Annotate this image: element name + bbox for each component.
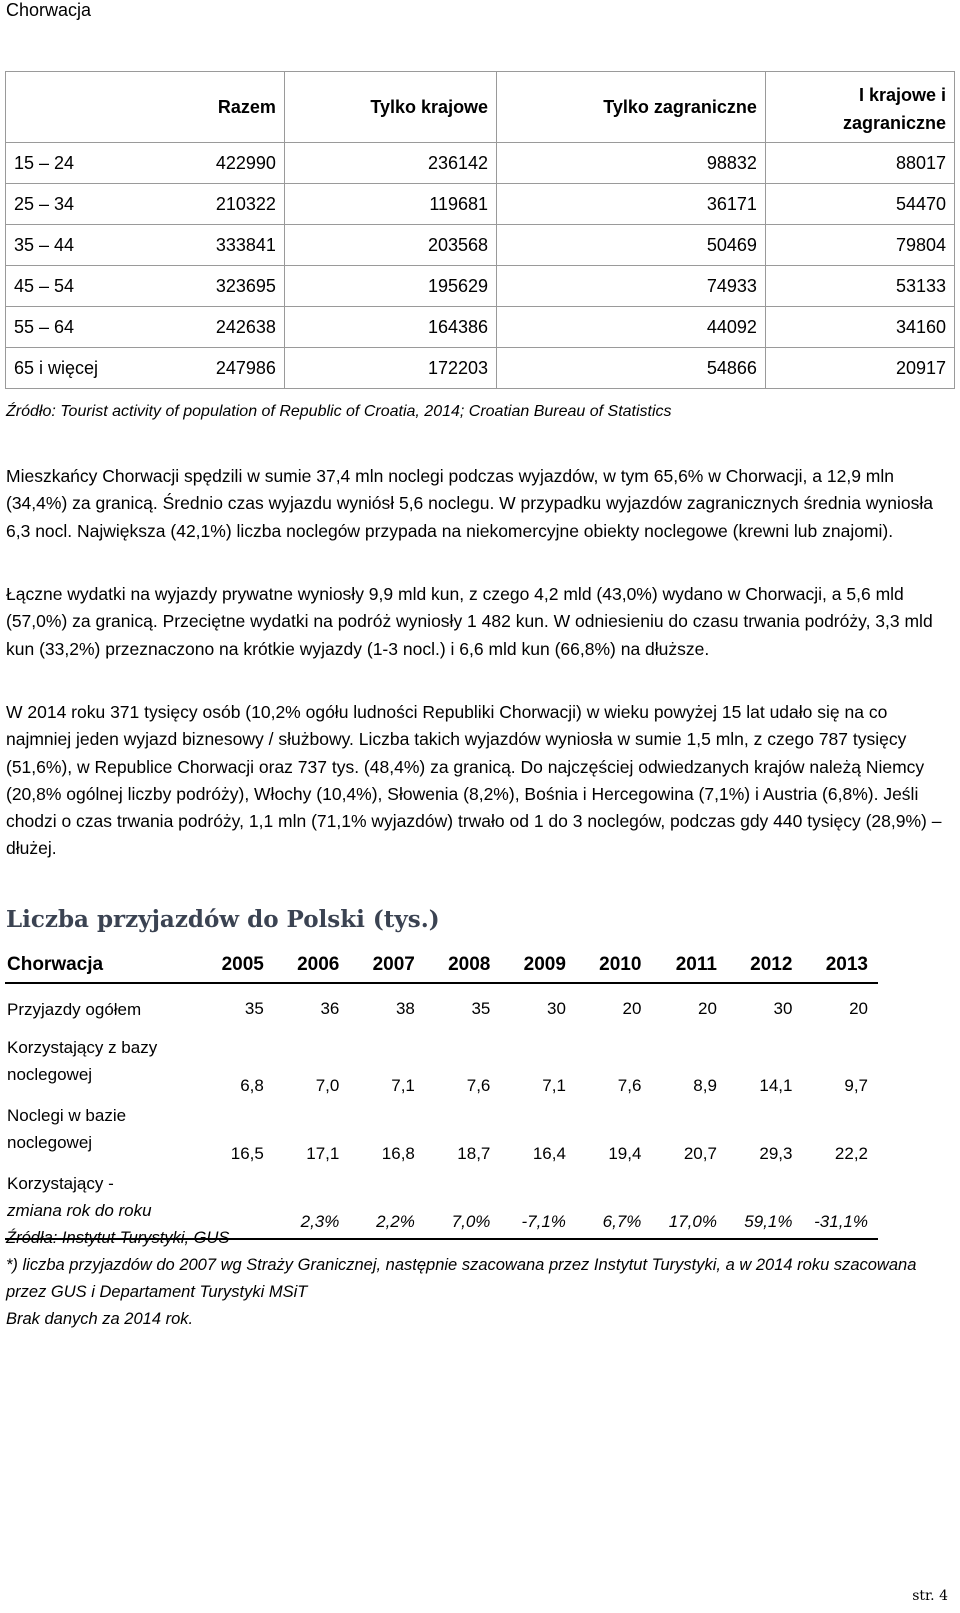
- value-cell: 34160: [765, 307, 954, 348]
- age-group-cell: 65 i więcej: [6, 348, 164, 389]
- value-cell: 7,0: [315, 1076, 340, 1095]
- value-cell: -7,1%: [500, 1170, 576, 1239]
- header-line: I krajowe i: [858, 85, 946, 105]
- table-header-row: [5, 948, 878, 983]
- value-cell: 54470: [765, 184, 954, 225]
- value-cell: 7,6: [617, 1076, 642, 1095]
- value-cell: 29,3: [759, 1144, 793, 1163]
- table-row: [6, 307, 955, 348]
- value-cell: 323695: [164, 266, 285, 307]
- table-header-cell: Tylko krajowe: [284, 72, 496, 143]
- value-cell: 9,7: [844, 1076, 868, 1095]
- value-cell: 333841: [164, 225, 285, 266]
- arrivals-table: [5, 948, 878, 1240]
- value-cell: 50469: [497, 225, 766, 266]
- value-cell: 20: [622, 999, 642, 1018]
- value-cell: 44092: [497, 307, 766, 348]
- value-cell: 2,3%: [274, 1170, 350, 1239]
- table-row: [6, 266, 955, 307]
- value-cell: 54866: [497, 348, 766, 389]
- value-cell: 88017: [765, 143, 954, 184]
- note-line: Brak danych za 2014 rok.: [6, 1310, 194, 1328]
- value-cell: 20,7: [683, 1144, 717, 1163]
- value-cell: 20: [849, 999, 868, 1018]
- value-cell: 79804: [765, 225, 954, 266]
- value-cell: 6,8: [240, 1076, 264, 1095]
- value-cell: 36171: [497, 184, 766, 225]
- value-cell: 164386: [284, 307, 496, 348]
- table-row: [5, 1102, 878, 1170]
- table-header-cell: 2011: [651, 948, 727, 983]
- table-row: [5, 1034, 878, 1102]
- row-label: [5, 1102, 198, 1170]
- value-cell: 59,1%: [727, 1170, 803, 1239]
- value-cell: 20917: [765, 348, 954, 389]
- value-cell: 203568: [284, 225, 496, 266]
- table-header-cell: 2012: [727, 948, 803, 983]
- value-cell: 98832: [497, 143, 766, 184]
- value-cell: 30: [773, 999, 793, 1018]
- age-group-cell: 45 – 54: [6, 266, 164, 307]
- value-cell: 119681: [284, 184, 496, 225]
- table-header-cell: Chorwacja: [5, 948, 198, 983]
- value-cell: 242638: [164, 307, 285, 348]
- value-cell: 236142: [284, 143, 496, 184]
- table-header-cell: [6, 72, 164, 143]
- row-label-line: Noclegi w bazie: [7, 1106, 127, 1125]
- table-row: [5, 983, 878, 1034]
- value-cell: 210322: [164, 184, 285, 225]
- row-label-line: zmiana rok do roku: [7, 1201, 152, 1220]
- row-label: [5, 983, 198, 1034]
- table-row: [6, 348, 955, 389]
- table-header-cell: Tylko zagraniczne: [497, 72, 766, 143]
- table-header-cell: [765, 72, 954, 143]
- value-cell: 16,8: [381, 1144, 415, 1163]
- value-cell: 20: [698, 999, 717, 1018]
- table-header-cell: 2010: [576, 948, 652, 983]
- notes: [6, 1225, 954, 1333]
- row-label-line: Przyjazdy ogółem: [7, 999, 142, 1019]
- row-label-line: Korzystający -: [7, 1174, 114, 1193]
- table-row: [6, 143, 955, 184]
- value-cell: 6,7%: [576, 1170, 652, 1239]
- value-cell: 7,0%: [425, 1170, 501, 1239]
- section-heading: Liczba przyjazdów do Polski (tys.): [6, 906, 440, 933]
- value-cell: 172203: [284, 348, 496, 389]
- age-group-cell: 35 – 44: [6, 225, 164, 266]
- note-line: *) liczba przyjazdów do 2007 wg Straży Granicznej, następnie szacowana przez Instytut Turystyki, a w 2014 roku szacowana przez GUS i Departament Turystyki MSiT: [6, 1256, 917, 1301]
- table-header-cell: Razem: [164, 72, 285, 143]
- value-cell: 30: [546, 999, 566, 1018]
- row-label-line: noclegowej: [7, 1065, 93, 1084]
- value-cell: 35: [244, 999, 264, 1018]
- value-cell: 35: [471, 999, 491, 1018]
- value-cell: 195629: [284, 266, 496, 307]
- value-cell: 36: [320, 999, 340, 1018]
- age-group-cell: 15 – 24: [6, 143, 164, 184]
- table-header-cell: 2007: [349, 948, 425, 983]
- table-header-cell: 2005: [198, 948, 274, 983]
- value-cell: 7,1: [542, 1076, 566, 1095]
- age-group-cell: 55 – 64: [6, 307, 164, 348]
- value-cell: 422990: [164, 143, 285, 184]
- table-header-cell: 2013: [802, 948, 878, 983]
- value-cell: 7,1: [391, 1076, 415, 1095]
- table-source-note: Źródło: Tourist activity of population of Republic of Croatia, 2014; Croatian Bureau of Statistics: [6, 403, 672, 420]
- table-row: [6, 225, 955, 266]
- value-cell: -31,1%: [802, 1170, 878, 1239]
- paragraph: W 2014 roku 371 tysięcy osób (10,2% ogółu ludności Republiki Chorwacji) w wieku powyżej 15 lat udało się na co najmniej jeden wyjazd biznesowy / służbowy. Liczba takich wyjazdów wyniosła w sumie 1,5 mln, z czego 787 tysięcy (51,6%), w Republice Chorwacji oraz 737 tys. (48,4%) za granicą. Do najczęściej odwiedzanych krajów należą Niemcy (20,8% ogólnej liczby podróży), Włochy (10,4%), Słowenia (8,2%), Bośnia i Hercegowina (7,1%) i Austria (6,8%). Jeśli chodzi o czas trwania podróży, 1,1 mln (71,1% wyjazdów) trwało od 1 do 3 noclegów, podczas gdy 440 tysięcy (28,9%) – dłużej.: [6, 702, 942, 859]
- row-label-line: Korzystający z bazy: [7, 1038, 158, 1057]
- value-cell: 7,6: [466, 1076, 491, 1095]
- value-cell: 17,1: [306, 1144, 340, 1163]
- value-cell: 8,9: [693, 1076, 717, 1095]
- note-line: Źródła: Instytut Turystyki, GUS: [6, 1229, 230, 1247]
- paragraph: Łączne wydatki na wyjazdy prywatne wyniosły 9,9 mld kun, z czego 4,2 mld (43,0%) wydano w Chorwacji, a 5,6 mld (57,0%) za granicą. Przeciętne wydatki na podróż wyniosły 1 482 kun. W odniesieniu do czasu trwania podróży, 3,3 mld kun (33,2%) przeznaczono na krótkie wyjazdy (1-3 nocl.) i 6,6 mld kun (66,8%) na dłuższe.: [6, 584, 933, 659]
- table-row: [6, 184, 955, 225]
- value-cell: 53133: [765, 266, 954, 307]
- header-line: zagraniczne: [842, 113, 946, 133]
- value-cell: 16,4: [532, 1144, 566, 1163]
- value-cell: 16,5: [230, 1144, 264, 1163]
- table-header-row: [6, 72, 955, 143]
- age-group-cell: 25 – 34: [6, 184, 164, 225]
- value-cell: 14,1: [759, 1076, 793, 1095]
- table-header-cell: 2008: [425, 948, 501, 983]
- value-cell: 17,0%: [651, 1170, 727, 1239]
- value-cell: 19,4: [608, 1144, 642, 1163]
- value-cell: 22,2: [834, 1144, 868, 1163]
- row-label-line: noclegowej: [7, 1133, 93, 1152]
- page-number: str. 4: [912, 1588, 948, 1604]
- value-cell: 2,2%: [349, 1170, 425, 1239]
- table-header-cell: 2009: [500, 948, 576, 983]
- value-cell: 247986: [164, 348, 285, 389]
- paragraph: Mieszkańcy Chorwacji spędzili w sumie 37,4 mln noclegi podczas wyjazdów, w tym 65,6% w Chorwacji, a 12,9 mln (34,4%) za granicą. Średnio czas wyjazdu wyniósł 5,6 noclegu. W przypadku wyjazdów zagranicznych średnia wyniosła 6,3 nocl. Największa (42,1%) liczba noclegów przypada na niekomercyjne obiekty noclegowe (krewni lub znajomi).: [6, 466, 933, 541]
- value-cell: 74933: [497, 266, 766, 307]
- value-cell: 38: [395, 999, 415, 1018]
- table-header-cell: 2006: [274, 948, 350, 983]
- page-title: Chorwacja: [6, 0, 92, 20]
- row-label: [5, 1034, 198, 1102]
- age-group-trips-table: [5, 71, 955, 389]
- value-cell: 18,7: [457, 1144, 491, 1163]
